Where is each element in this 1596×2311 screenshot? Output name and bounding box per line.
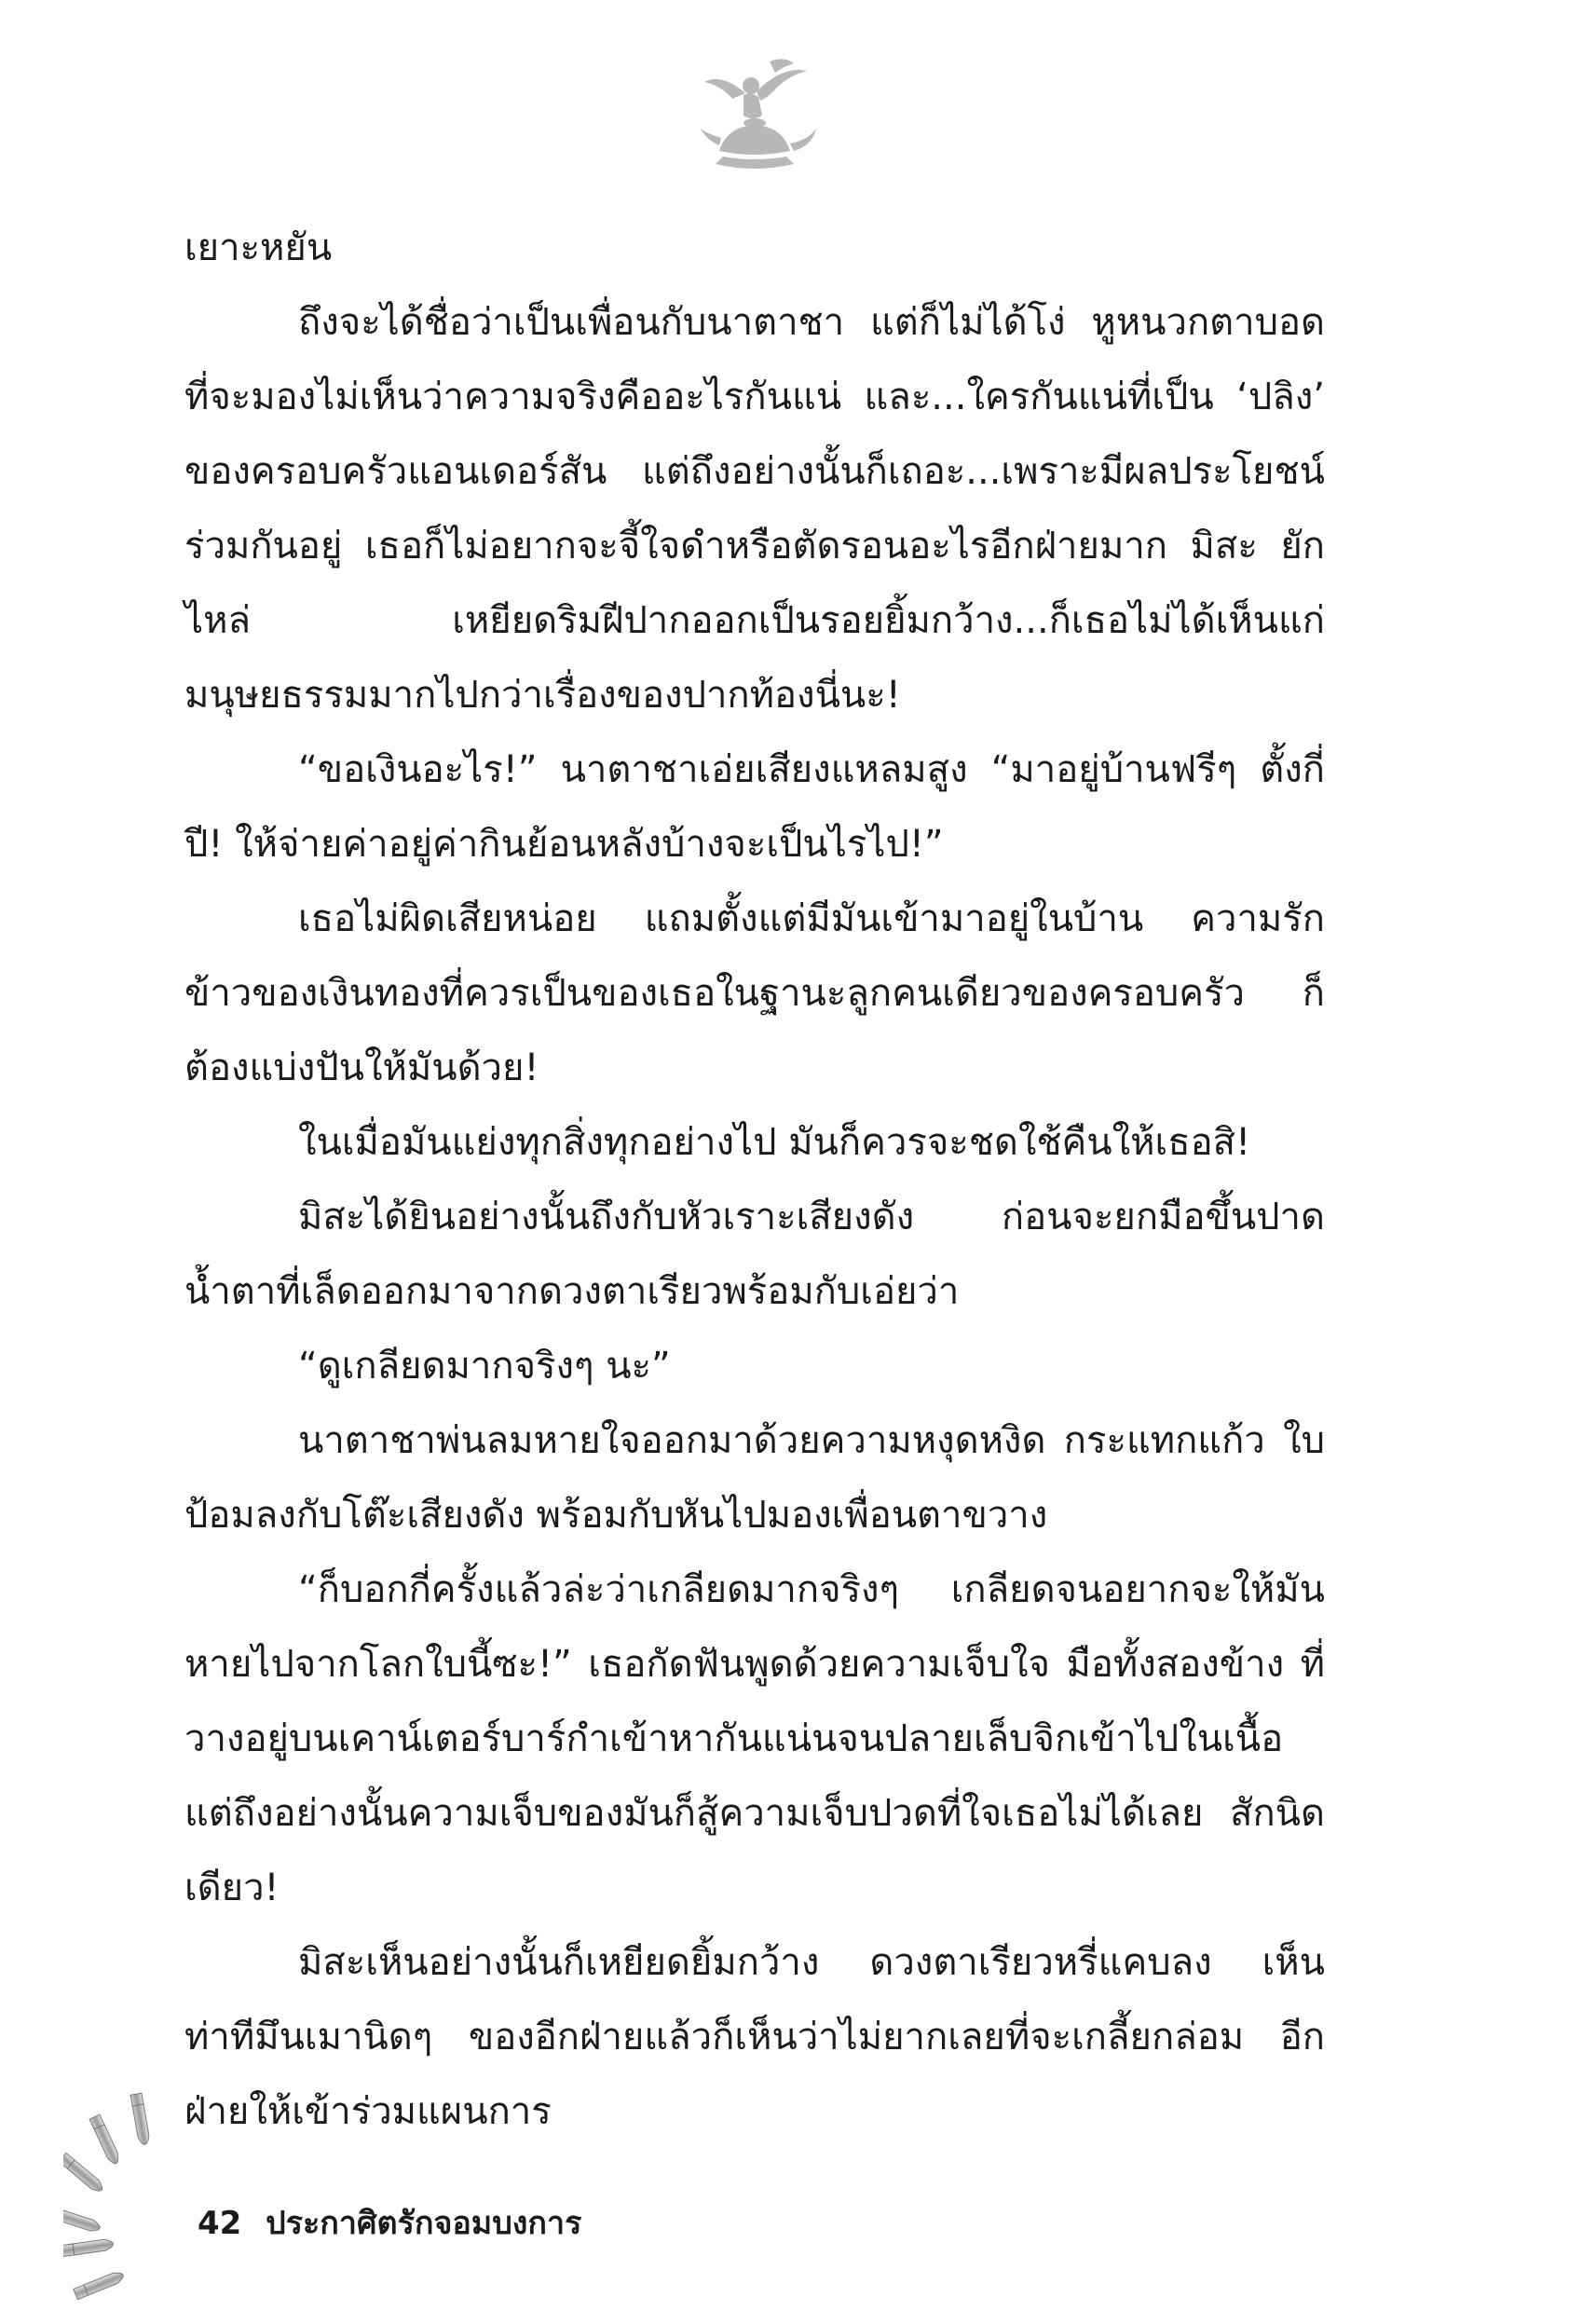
page-number: 42 bbox=[198, 2205, 242, 2242]
paragraph: “ขอเงินอะไร!” นาตาชาเอ่ยเสียงแหลมสูง “มาอยู่บ้านฟรีๆ ตั้งกี่ปี! ให้จ่ายค่าอยู่ค่ากินย้อนหลังบ้างจะเป็นไรไป!” bbox=[184, 748, 1325, 866]
chapter-body-text bbox=[184, 211, 1325, 2149]
book-title: ประกาศิตรักจอมบงการ bbox=[266, 2205, 582, 2242]
cupid-genie-lamp-icon bbox=[689, 54, 820, 175]
paragraph: “ก็บอกกี่ครั้งแล้วล่ะว่าเกลียดมากจริงๆ เกลียดจนอยากจะให้มัน หายไปจากโลกใบนี้ซะ!” เธอกัดฟันพูดด้วยความเจ็บใจ มือทั้งสองข้าง ที่วางอยู่บนเคาน์เตอร์บาร์กำเข้าหากันแน่นจนปลายเล็บจิกเข้าไปในเนื้อ แต่ถึงอย่างนั้นความเจ็บของมันก็สู้ความเจ็บปวดที่ใจเธอไม่ได้เลย สักนิดเดียว! bbox=[184, 1568, 1325, 1909]
paragraph: ถึงจะได้ชื่อว่าเป็นเพื่อนกับนาตาชา แต่ก็ไม่ได้โง่ หูหนวกตาบอด ที่จะมองไม่เห็นว่าความจริงคืออะไรกันแน่ และ...ใครกันแน่ที่เป็น ‘ปลิง’ ของครอบครัวแอนเดอร์สัน แต่ถึงอย่างนั้นก็เถอะ...เพราะมีผลประโยชน์ ร่วมกันอยู่ เธอก็ไม่อยากจะจี้ใจดำหรือตัดรอนอะไรอีกฝ่ายมาก มิสะ ยักไหล่ เหยียดริมฝีปากออกเป็นรอยยิ้มกว้าง...ก็เธอไม่ได้เห็นแก่ มนุษยธรรมมากไปกว่าเรื่องของปากท้องนี่นะ! bbox=[184, 301, 1325, 717]
bullets-icon bbox=[63, 2087, 184, 2302]
paragraph: เธอไม่ผิดเสียหน่อย แถมตั้งแต่มีมันเข้ามาอยู่ในบ้าน ความรัก ข้าวของเงินทองที่ควรเป็นของเธอในฐานะลูกคนเดียวของครอบครัว ก็ต้องแบ่งปันให้มันด้วย! bbox=[184, 897, 1325, 1089]
page-footer bbox=[198, 2205, 581, 2242]
paragraph: มิสะได้ยินอย่างนั้นถึงกับหัวเราะเสียงดัง ก่อนจะยกมือขึ้นปาด น้ำตาที่เล็ดออกมาจากดวงตาเรียวพร้อมกับเอ่ยว่า bbox=[184, 1196, 1325, 1313]
paragraph: เยาะหยัน bbox=[184, 226, 333, 269]
paragraph: มิสะเห็นอย่างนั้นก็เหยียดยิ้มกว้าง ดวงตาเรียวหรี่แคบลง เห็น ท่าทีมึนเมานิดๆ ของอีกฝ่ายแล้วก็เห็นว่าไม่ยากเลยที่จะเกลี้ยกล่อม อีกฝ่ายให้เข้าร่วมแผนการ bbox=[184, 1941, 1325, 2133]
paragraph: นาตาชาพ่นลมหายใจออกมาด้วยความหงุดหงิด กระแทกแก้ว ใบป้อมลงกับโต๊ะเสียงดัง พร้อมกับหันไปมองเพื่อนตาขวาง bbox=[184, 1419, 1325, 1537]
paragraph: “ดูเกลียดมากจริงๆ นะ” bbox=[298, 1345, 671, 1388]
paragraph: ในเมื่อมันแย่งทุกสิ่งทุกอย่างไป มันก็ควรจะชดใช้คืนให้เธอสิ! bbox=[298, 1121, 1251, 1164]
